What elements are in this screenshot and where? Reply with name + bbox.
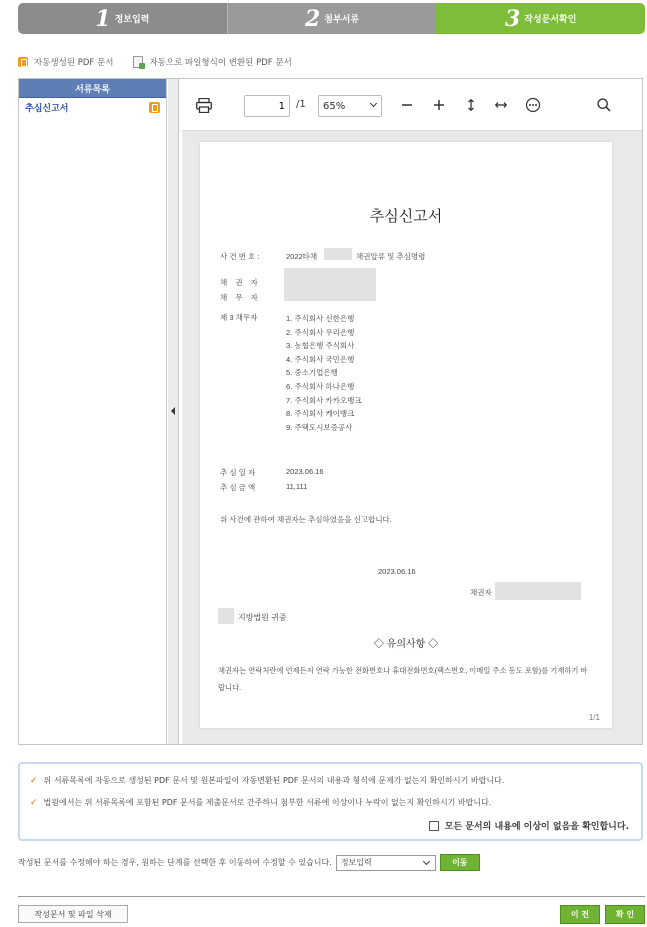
list-item: 3. 농협은행 주식회사 [286,341,355,351]
step-1 [18,3,227,34]
more-options-icon[interactable] [524,94,542,116]
search-icon[interactable] [594,94,614,116]
legend-auto-pdf-text: 자동생성된 PDF 문서 [34,58,114,68]
step-1-label: 정보입력 [114,15,150,25]
redacted-creditor-name [495,582,581,600]
step-3 [436,3,645,34]
sign-creditor-label: 채권자 [470,588,492,597]
check-icon: ✓ [30,775,38,786]
sidebar-item-collection-report[interactable] [19,98,166,116]
step-2-label: 첨부서류 [324,15,360,25]
step-1-number: 1 [95,5,111,32]
list-item: 5. 중소기업은행 [286,368,338,378]
converted-pdf-icon [133,56,143,68]
agree-checkbox[interactable] [429,821,439,831]
zoom-value: 65% [323,100,346,112]
agree-checkbox-label[interactable]: 모든 문서의 내용에 이상이 없음을 확인합니다. [444,822,629,832]
document-title: 추심신고서 [369,208,443,225]
list-item: 8. 주식회사 케이뱅크 [286,409,355,419]
delete-documents-button[interactable]: 작성문서 및 파일 삭제 [18,905,128,923]
pdf-page [200,142,612,728]
list-item: 4. 주식회사 국민은행 [286,354,355,364]
creditor-label: 채 권 자 [220,278,261,287]
legend-converted-pdf-text: 자동으로 파일형식이 변환된 PDF 문서 [149,58,292,68]
move-step-row [18,854,480,871]
redacted-parties [284,268,376,301]
auto-pdf-icon [18,57,28,67]
chevron-down-icon [370,100,377,107]
chevron-down-icon [423,857,430,864]
confirm-notice-2 [30,797,491,808]
step-2-number: 2 [304,5,321,32]
case-number-prefix: 2022타채 [286,252,318,261]
sign-date: 2023.06.16 [378,567,416,576]
confirmation-box [18,762,643,841]
confirm-notice-2-text: 법원에서는 위 서류목록에 포함된 PDF 문서를 제출문서로 간주하니 첨부한 서류에 이상이나 누락이 없는지 확인하시기 바랍니다. [43,798,492,807]
zoom-select[interactable] [318,95,382,117]
list-item: 9. 주택도시보증공사 [286,422,353,432]
document-list-sidebar [19,79,167,744]
fit-width-icon[interactable] [492,94,510,116]
court-name: 지방법원 귀중 [238,613,287,622]
step-progress-bar [18,3,645,34]
list-item: 7. 주식회사 카카오뱅크 [286,395,362,405]
icon-legend [18,56,292,68]
agree-checkbox-row[interactable] [429,819,629,832]
zoom-out-icon[interactable] [398,94,416,116]
notice-body: 채권자는 연락처란에 언제든지 연락 가능한 전화번호나 휴대전화번호(팩스번호, 이메일 주소 등도 포함)를 기재하기 바랍니다. [218,666,588,692]
auto-pdf-icon [149,102,160,113]
collect-date-label: 추 심 일 자 [220,468,256,477]
move-step-text: 작성된 문서를 수정해야 하는 경우, 원하는 단계를 선택한 후 이동하여 수정할 수 있습니다. [18,858,332,867]
footer-divider [18,896,645,897]
step-select[interactable] [336,855,436,871]
confirm-button[interactable]: 확 인 [605,905,645,924]
case-name: 채권압류 및 추심명령 [356,252,426,261]
list-item: 2. 주식회사 우리은행 [286,327,355,337]
step-3-label: 작성문서확인 [524,15,577,25]
document-review-frame [18,78,643,745]
page-footer-number: 1/1 [588,713,600,722]
previous-button[interactable]: 이 전 [560,905,600,924]
confirm-notice-1-text: 위 서류목록에 자동으로 생성된 PDF 문서 및 원본파일이 자동변환된 PDF 문서의 내용과 형식에 문제가 없는지 확인하시기 바랍니다. [43,776,505,785]
debtor-label: 채 무 자 [220,293,261,302]
third-debtor-label: 제 3 채무자 [220,313,258,322]
collect-amount-value: 11,111 [286,482,308,491]
step-3-number: 3 [504,5,521,32]
pdf-viewer [182,79,642,744]
zoom-in-icon[interactable] [430,94,448,116]
step-2 [227,3,437,34]
print-icon[interactable] [194,94,214,116]
panel-splitter[interactable] [168,79,179,744]
check-icon: ✓ [30,797,38,808]
third-debtor-list [286,312,362,434]
confirm-notice-1 [30,775,504,786]
collect-amount-label: 추 심 금 액 [220,483,256,492]
case-number-label: 사 건 번 호 : [220,252,260,261]
step-select-value: 정보입력 [340,858,372,867]
pdf-toolbar [182,79,642,131]
sidebar-title: 서류목록 [19,79,166,98]
redacted-court-name [218,608,234,624]
page-number-input[interactable] [244,95,290,117]
sidebar-item-label: 추심신고서 [25,103,69,114]
collapse-arrow-icon[interactable] [171,407,175,415]
move-button[interactable]: 이동 [440,854,480,871]
page-total: /1 [296,99,306,110]
report-statement: 위 사건에 관하여 채권자는 추심하였음을 신고합니다. [220,515,392,524]
notice-title: ◇ 유의사항 ◇ [373,639,439,650]
redacted-case-number [324,248,352,260]
list-item: 6. 주식회사 하나은행 [286,381,355,391]
collect-date-value: 2023.06.16 [286,467,324,476]
fit-height-icon[interactable] [462,94,480,116]
list-item: 1. 주식회사 신한은행 [286,314,355,323]
